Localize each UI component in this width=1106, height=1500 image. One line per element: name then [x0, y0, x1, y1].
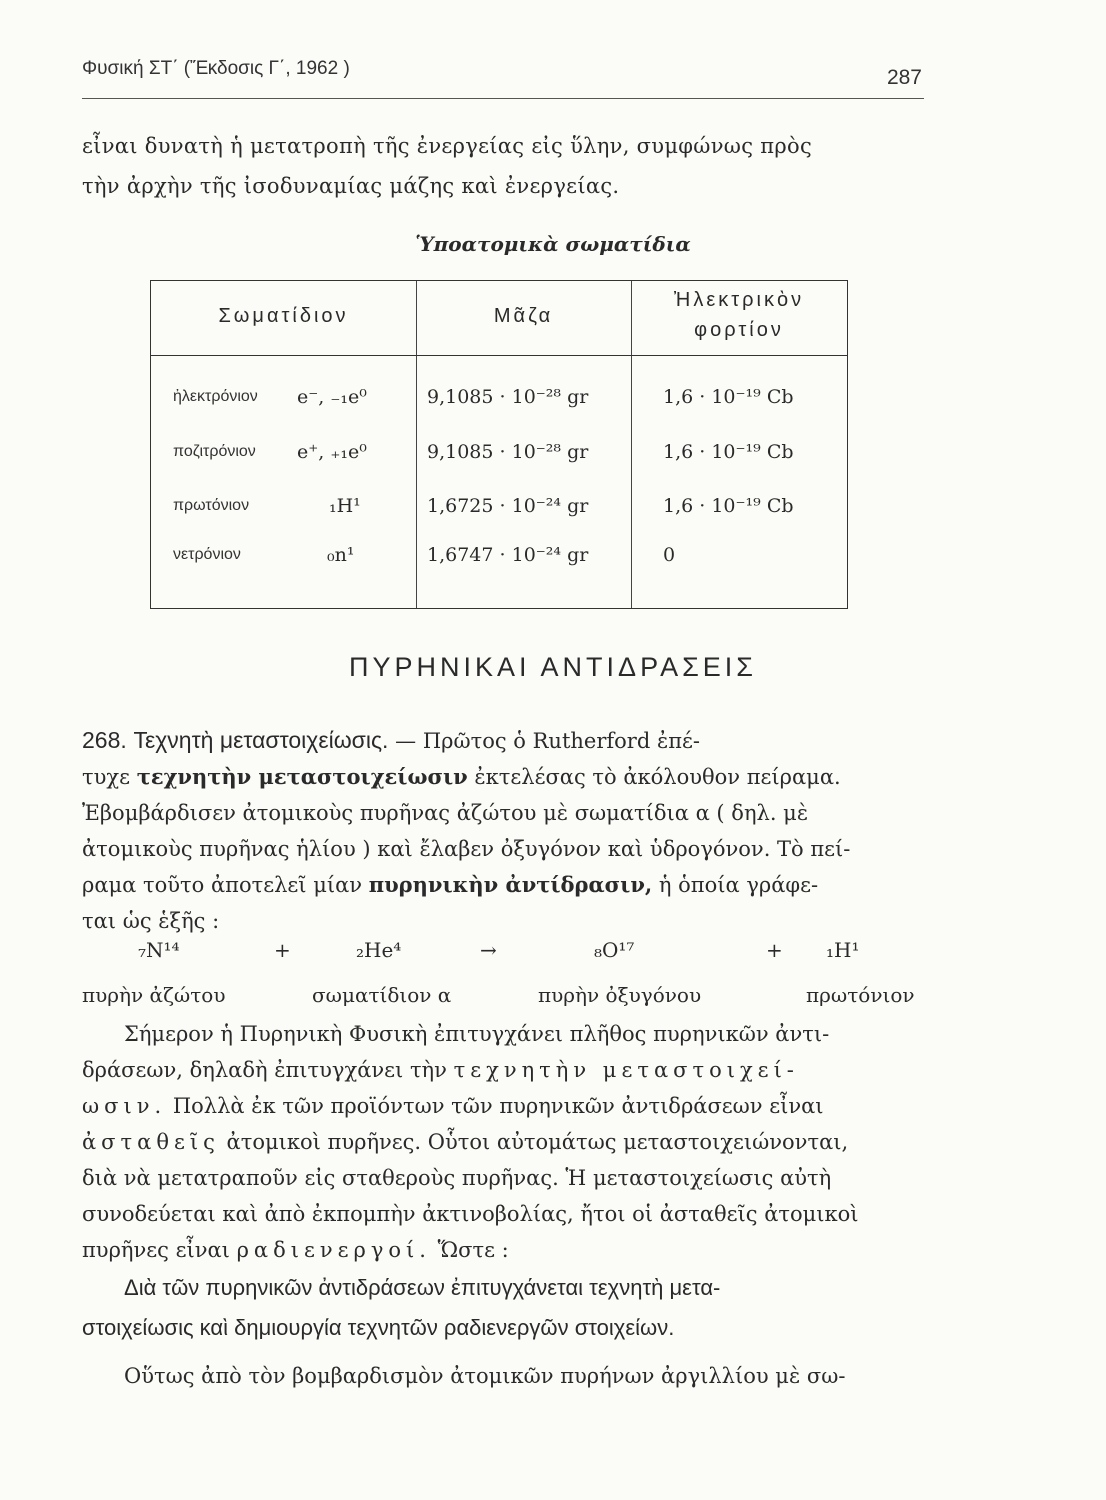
paragraph-text: Πολλὰ ἐκ τῶν προϊόντων τῶν πυρηνικῶν ἀντιδράσεων εἶναι	[172, 1094, 824, 1118]
paragraph-text: ἀτομικοὶ πυρῆνες. Οὗτοι αὐτομάτως μεταστοιχειώνονται,	[226, 1130, 849, 1154]
eq-label: πυρὴν ὀξυγόνου	[538, 983, 702, 1007]
paragraph-text: Σήμερον ἡ Πυρηνικὴ Φυσικὴ ἐπιτυγχάνει πλῆθος πυρηνικῶν ἀντι-	[124, 1022, 830, 1046]
eq-term: ₂He⁴	[356, 938, 402, 962]
article-text: ται ὡς ἑξῆς :	[82, 909, 220, 933]
row-symbol: e⁻, ₋₁e⁰	[297, 386, 367, 408]
paragraph-text: Ὥστε :	[437, 1238, 509, 1262]
article-text: — Πρῶτος ὁ Rutherford ἐπέ-	[395, 729, 700, 753]
eq-label: σωματίδιον α	[312, 983, 452, 1007]
row-name: ποζιτρόνιον	[173, 443, 256, 460]
article-text: ἀτομικοὺς πυρῆνας ἡλίου ) καὶ ἔλαβεν ὀξυγόνον καὶ ὑδρογόνον. Τὸ πεί-	[82, 837, 851, 861]
row-mass: 1,6725 · 10⁻²⁴ gr	[427, 495, 589, 517]
row-charge: 0	[663, 544, 676, 566]
intro-line: εἶναι δυνατὴ ἡ μετατροπὴ τῆς ἐνεργείας εἰς ὕλην, συμφώνως πρὸς	[82, 134, 813, 158]
row-name: πρωτόνιον	[173, 497, 250, 514]
eq-operator: +	[766, 938, 783, 962]
reaction-labels	[82, 983, 930, 1013]
eq-operator: +	[274, 938, 291, 962]
row-symbol: ₁H¹	[329, 495, 361, 517]
row-charge: 1,6 · 10⁻¹⁹ Cb	[663, 495, 794, 517]
section-title: ΠΥΡΗΝΙΚΑΙ ΑΝΤΙΔΡΑΣΕΙΣ	[349, 652, 757, 682]
row-symbol: ₀n¹	[327, 544, 355, 566]
header-divider	[82, 98, 924, 99]
article-text: τυχε	[82, 765, 130, 789]
page-number: 287	[886, 66, 922, 89]
article-268	[82, 722, 930, 939]
row-mass: 9,1085 · 10⁻²⁸ gr	[427, 441, 589, 463]
header-title: Φυσική ΣΤ΄ (Ἔκδοσις Γ΄, 1962 )	[82, 58, 350, 79]
row-mass: 9,1085 · 10⁻²⁸ gr	[427, 386, 589, 408]
article-text: ἡ ὁποία γράφε-	[658, 873, 819, 897]
eq-term: ₈O¹⁷	[594, 938, 635, 962]
paragraph-2	[82, 1016, 930, 1268]
intro-paragraph	[82, 126, 924, 206]
particles-table	[150, 280, 848, 609]
row-mass: 1,6747 · 10⁻²⁴ gr	[427, 544, 589, 566]
paragraph-text: συνοδεύεται καὶ ἀπὸ ἐκπομπὴν ἀκτινοβολίας, ἤτοι οἱ ἀσταθεῖς ἀτομικοὶ	[82, 1202, 859, 1226]
spaced-term: ωσιν.	[82, 1094, 167, 1118]
spaced-term: τεχνητὴν μεταστοιχεί-	[453, 1058, 799, 1082]
row-name: ἠλεκτρόνιον	[173, 388, 258, 405]
column-divider	[416, 281, 417, 608]
eq-label: πρωτόνιον	[806, 983, 915, 1007]
row-charge: 1,6 · 10⁻¹⁹ Cb	[663, 386, 794, 408]
row-symbol: e⁺, ₊₁e⁰	[297, 441, 367, 463]
article-text: ἐκτελέσας τὸ ἀκόλουθον πείραμα.	[474, 765, 841, 789]
spaced-term: ἀσταθεῖς	[82, 1130, 220, 1154]
eq-term: ₇N¹⁴	[138, 938, 180, 962]
article-number: 268.	[82, 727, 127, 753]
last-line: Οὕτως ἀπὸ τὸν βομβαρδισμὸν ἀτομικῶν πυρήνων ἀργιλλίου μὲ σω-	[124, 1364, 846, 1388]
eq-term: ₁H¹	[826, 938, 860, 962]
article-text: ραμα τοῦτο ἀποτελεῖ μίαν	[82, 873, 363, 897]
header-charge: Ἠλεκτρικὸν	[673, 289, 805, 311]
eq-arrow: →	[480, 938, 497, 962]
table-title: Ὑποατομικὰ σωματίδια	[415, 232, 691, 256]
conclusion-statement	[82, 1268, 930, 1348]
bold-term: τεχνητὴν μεταστοιχείωσιν	[136, 764, 468, 789]
article-text: Ἐβομβάρδισεν ἀτομικοὺς πυρῆνας ἀζώτου μὲ σωματίδια α ( δηλ. μὲ	[82, 801, 809, 825]
bold-term: πυρηνικὴν ἀντίδρασιν,	[368, 872, 653, 897]
header-charge-2: φορτίον	[694, 319, 784, 341]
conclusion-line: στοιχείωσις καὶ δημιουργία τεχνητῶν ραδιενεργῶν στοιχείων.	[82, 1315, 675, 1340]
paragraph-text: δράσεων, δηλαδὴ ἐπιτυγχάνει τὴν	[82, 1058, 447, 1082]
paragraph-text: διὰ νὰ μετατραποῦν εἰς σταθεροὺς πυρῆνας. Ἡ μεταστοιχείωσις αὐτὴ	[82, 1166, 832, 1190]
eq-label: πυρὴν ἀζώτου	[82, 983, 226, 1007]
reaction-equation	[82, 938, 930, 968]
page-header	[82, 58, 924, 89]
spaced-term: ραδιενεργοί.	[236, 1238, 431, 1262]
row-name: νετρόνιον	[173, 546, 241, 563]
header-row-divider	[151, 355, 847, 356]
header-particle: Σωματίδιον	[218, 305, 349, 327]
header-mass: Μᾶζα	[493, 305, 554, 327]
conclusion-line: Διὰ τῶν πυρηνικῶν ἀντιδράσεων ἐπιτυγχάνεται τεχνητὴ μετα-	[124, 1275, 721, 1300]
intro-line: τὴν ἀρχὴν τῆς ἰσοδυναμίας μάζης καὶ ἐνεργείας.	[82, 174, 620, 198]
row-charge: 1,6 · 10⁻¹⁹ Cb	[663, 441, 794, 463]
article-heading: Τεχνητὴ μεταστοιχείωσις.	[133, 727, 389, 753]
paragraph-text: πυρῆνες εἶναι	[82, 1238, 230, 1262]
